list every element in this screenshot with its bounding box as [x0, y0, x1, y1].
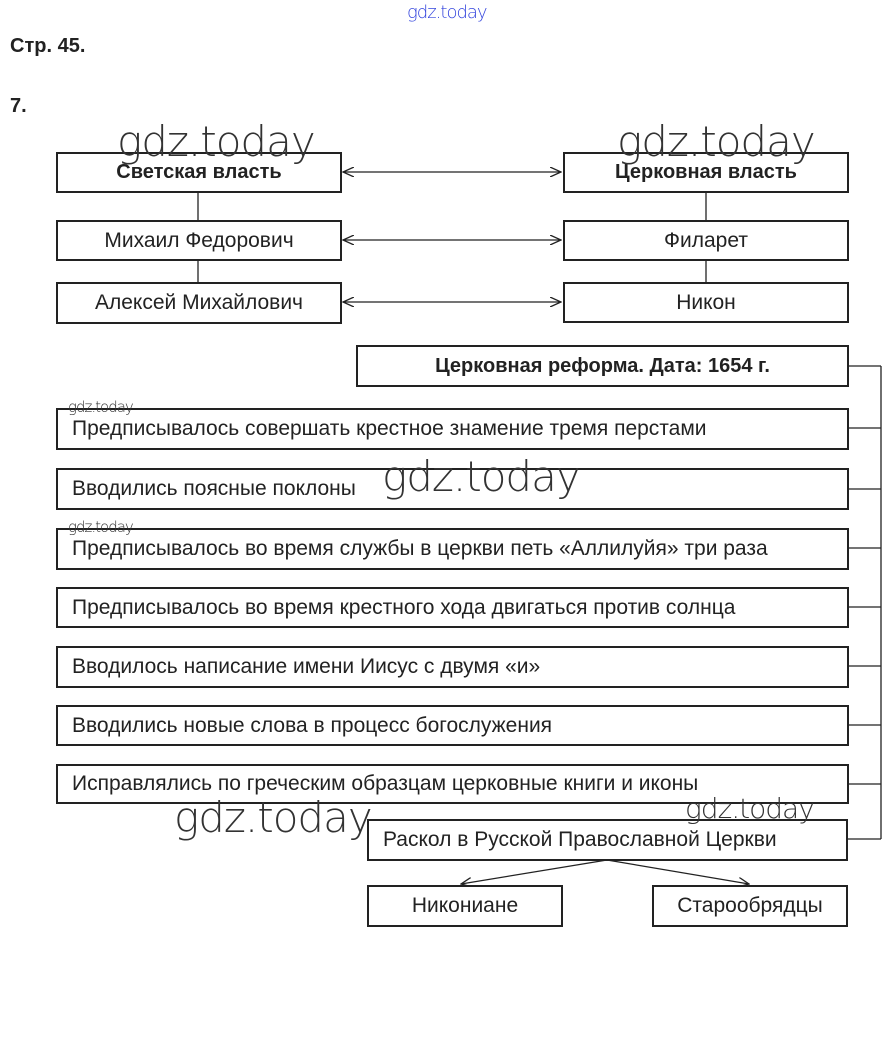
church-power-title: Церковная власть — [563, 152, 849, 193]
schism-box: Раскол в Русской Православной Церкви — [367, 819, 848, 861]
secular-ruler-box: Алексей Михайлович — [56, 282, 342, 324]
watermark: gdz.today — [174, 793, 372, 842]
old-believers-box: Старообрядцы — [652, 885, 848, 927]
reform-item: Вводились новые слова в процесс богослужения — [56, 705, 849, 746]
watermark: gdz.today — [407, 2, 487, 23]
page-label: Стр. 45. — [10, 35, 86, 57]
church-leader-box: Никон — [563, 282, 849, 323]
watermark: gdz.today — [382, 452, 580, 501]
watermark: gdz.today — [68, 398, 133, 416]
watermark: gdz.today — [68, 518, 133, 536]
reform-item: Предписывалось совершать крестное знамение тремя перстами — [56, 408, 849, 450]
reform-item: Вводились поясные поклоны — [56, 468, 849, 510]
task-number: 7. — [10, 95, 27, 117]
reform-item: Вводилось написание имени Иисус с двумя «и» — [56, 646, 849, 688]
watermark: gdz.today — [117, 117, 315, 166]
reform-item: Предписывалось во время крестного хода двигаться против солнца — [56, 587, 849, 628]
secular-power-title: Светская власть — [56, 152, 342, 193]
secular-ruler-box: Михаил Федорович — [56, 220, 342, 261]
reform-title: Церковная реформа. Дата: 1654 г. — [356, 345, 849, 387]
reform-item: Исправлялись по греческим образцам церковные книги и иконы — [56, 764, 849, 804]
church-leader-box: Филарет — [563, 220, 849, 261]
watermark: gdz.today — [617, 117, 815, 166]
nikonians-box: Никониане — [367, 885, 563, 927]
watermark: gdz.today — [685, 792, 814, 825]
reform-item: Предписывалось во время службы в церкви петь «Аллилуйя» три раза — [56, 528, 849, 570]
